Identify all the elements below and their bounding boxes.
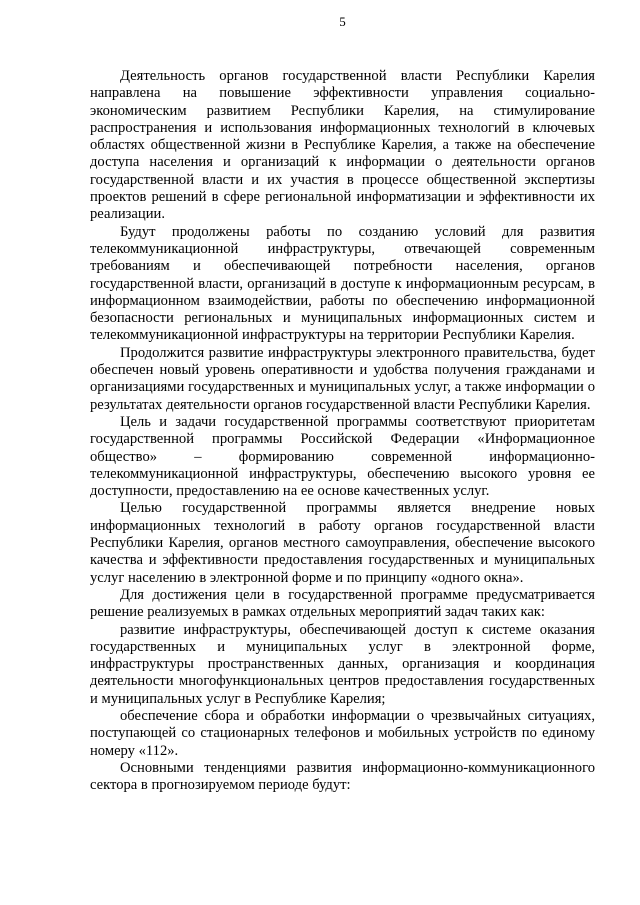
paragraph-tasks-intro: Для достижения цели в государственной программе предусматривается решение реализуемых в рамках отдельных мероприятий задач таких как: bbox=[90, 586, 595, 621]
paragraph-main-trends: Основными тенденциями развития информационно-коммуникационного сектора в прогнозируемом периоде будут: bbox=[90, 759, 595, 794]
paragraph-e-government: Продолжится развитие инфраструктуры электронного правительства, будет обеспечен новый уровень оперативности и удобства получения гражданами и организациями государственных и муниципальных услуг, а также информации о результатах деятельности органов государственной власти Республики Карелия. bbox=[90, 344, 595, 413]
page-number: 5 bbox=[339, 14, 346, 29]
paragraph-activity-of-authorities: Деятельность органов государственной власти Республики Карелия направлена на повышение эффективности управления социально-экономическим развитием Республики Карелия, на стимулирование распространения и использования информационных технологий в ключевых областях общественной жизни в Республике Карелия, а также на обеспечение доступа населения и организаций к информации о деятельности органов государственной власти и их участия в процессе общественной экспертизы проектов решений в сфере региональной информатизации и эффективности их реализации. bbox=[90, 68, 595, 223]
paragraph-telecom-infrastructure: Будут продолжены работы по созданию условий для развития телекоммуникационной инфраструктуры, отвечающей современным требованиям и обеспечивающей потребности населения, органов государственной власти, организаций в доступе к информационным ресурсам, в информационном взаимодействии, работы по обеспечению информационной безопасности региональных и муниципальных информационных систем и телекоммуникационной инфраструктуры на территории Республики Карелия. bbox=[90, 223, 595, 344]
paragraph-program-goal: Целью государственной программы является внедрение новых информационных технологий в работу органов государственной власти Республики Карелия, органов местного самоуправления, обеспечение высокого качества и эффективности предоставления государственных и муниципальных услуг населению в электронной форме и по принципу «одного окна». bbox=[90, 500, 595, 586]
paragraph-task-112: обеспечение сбора и обработки информации о чрезвычайных ситуациях, поступающей со стационарных телефонов и мобильных устройств по единому номеру «112». bbox=[90, 707, 595, 759]
body-text bbox=[90, 68, 595, 794]
paragraph-task-infrastructure: развитие инфраструктуры, обеспечивающей доступ к системе оказания государственных и муниципальных услуг в электронной форме, инфраструктуры пространственных данных, организация и координация деятельности многофункциональных центров предоставления государственных и муниципальных услуг в Республике Карелия; bbox=[90, 621, 595, 707]
paragraph-goals-and-tasks: Цель и задачи государственной программы соответствуют приоритетам государственной программы Российской Федерации «Информационное общество» – формированию современной информационно-телекоммуникационной инфраструктуры, обеспечению высокого уровня ее доступности, предоставлению на ее основе качественных услуг. bbox=[90, 413, 595, 500]
